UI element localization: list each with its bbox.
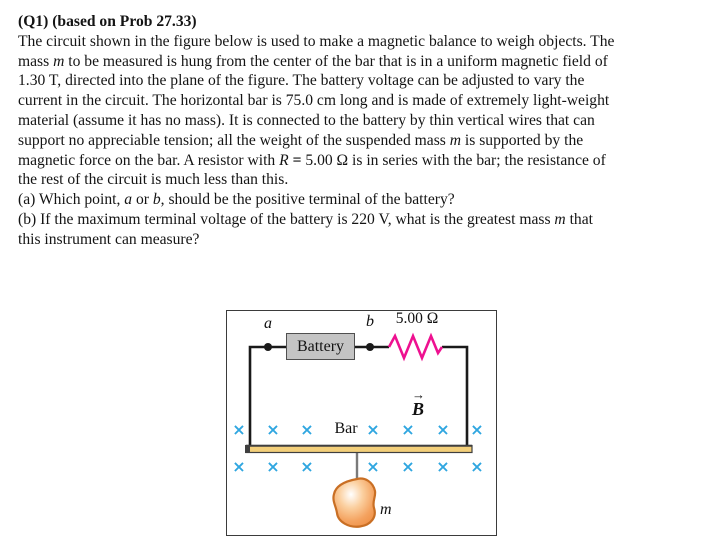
problem-line bbox=[18, 52, 696, 72]
field-cross-icon: × bbox=[366, 457, 380, 476]
problem-line bbox=[18, 71, 696, 91]
text-segment: (b) If the maximum terminal voltage of the battery is 220 V, what is the greatest mass bbox=[18, 210, 555, 228]
text-segment: mass bbox=[18, 52, 54, 70]
resistor-value-label: 5.00 Ω bbox=[395, 310, 439, 327]
text-segment: b bbox=[152, 191, 161, 209]
problem-body bbox=[18, 32, 696, 250]
text-segment: that bbox=[565, 210, 593, 228]
text-segment: m bbox=[554, 210, 566, 228]
mass-label: m bbox=[380, 501, 392, 518]
problem-line bbox=[18, 210, 696, 230]
text-segment: a bbox=[124, 191, 133, 209]
bar-left-cap bbox=[245, 445, 250, 453]
field-cross-icon: × bbox=[470, 420, 484, 439]
problem-line bbox=[18, 190, 696, 210]
circuit-figure bbox=[226, 310, 497, 536]
problem-line bbox=[18, 131, 696, 151]
text-segment: (a) Which point, bbox=[18, 191, 125, 209]
text-segment: the rest of the circuit is much less than this. bbox=[18, 171, 289, 189]
problem-line bbox=[18, 111, 696, 131]
field-cross-icon: × bbox=[266, 420, 280, 439]
field-cross-icon: × bbox=[232, 457, 246, 476]
field-cross-icon: × bbox=[401, 420, 415, 439]
field-cross-icon: × bbox=[300, 457, 314, 476]
field-cross-icon: × bbox=[401, 457, 415, 476]
problem-line bbox=[18, 151, 696, 171]
label-point-b: b bbox=[366, 313, 374, 330]
battery-box bbox=[286, 333, 355, 360]
label-point-a: a bbox=[264, 315, 272, 332]
field-cross-icon: × bbox=[470, 457, 484, 476]
text-segment: to be measured is hung from the center of the bar that is in a uniform magnetic field of bbox=[64, 52, 608, 70]
terminal-b-dot bbox=[366, 343, 374, 351]
field-cross-icon: × bbox=[436, 457, 450, 476]
text-segment: support no appreciable tension; all the weight of the suspended mass bbox=[18, 131, 450, 149]
text-segment: current in the circuit. The horizontal bar is 75.0 cm long and is made of extremely light-weight bbox=[18, 92, 610, 110]
field-cross-icon: × bbox=[232, 420, 246, 439]
resistor-zigzag-icon bbox=[389, 336, 442, 358]
text-segment: m bbox=[53, 52, 65, 70]
field-cross-icon: × bbox=[300, 420, 314, 439]
text-segment: The circuit shown in the figure below is used to make a magnetic balance to weigh objects. The bbox=[18, 32, 615, 50]
text-segment: magnetic force on the bar. A resistor with bbox=[18, 151, 280, 169]
battery-label: Battery bbox=[296, 337, 345, 355]
field-symbol: B bbox=[411, 399, 424, 419]
problem-text bbox=[18, 12, 696, 250]
problem-line bbox=[18, 91, 696, 111]
problem-line bbox=[18, 32, 696, 52]
problem-line bbox=[18, 170, 696, 190]
field-cross-icon: × bbox=[436, 420, 450, 439]
text-segment: R bbox=[279, 151, 289, 169]
field-vector-label bbox=[407, 387, 429, 420]
problem-title: (Q1) (based on Prob 27.33) bbox=[18, 13, 197, 30]
field-cross-icon: × bbox=[366, 420, 380, 439]
text-segment: this instrument can measure? bbox=[18, 230, 200, 248]
mass-blob bbox=[333, 479, 375, 527]
text-segment: is supported by the bbox=[461, 131, 584, 149]
text-segment: 5.00 Ω is in series with the bar; the resistance of bbox=[301, 151, 606, 169]
text-segment: 1.30 T, directed into the plane of the figure. The battery voltage can be adjusted to vary the bbox=[18, 72, 585, 90]
field-cross-icon: × bbox=[266, 457, 280, 476]
terminal-a-dot bbox=[264, 343, 272, 351]
text-segment: material (assume it has no mass). It is connected to the battery by thin vertical wires that can bbox=[18, 111, 595, 129]
text-segment: = bbox=[292, 151, 302, 169]
bar-label: Bar bbox=[334, 420, 358, 437]
vector-arrow-icon: → bbox=[412, 387, 425, 402]
text-segment: or bbox=[132, 191, 153, 209]
text-segment: , should be the positive terminal of the battery? bbox=[160, 191, 455, 209]
text-segment: m bbox=[449, 131, 462, 149]
problem-line bbox=[18, 230, 696, 250]
